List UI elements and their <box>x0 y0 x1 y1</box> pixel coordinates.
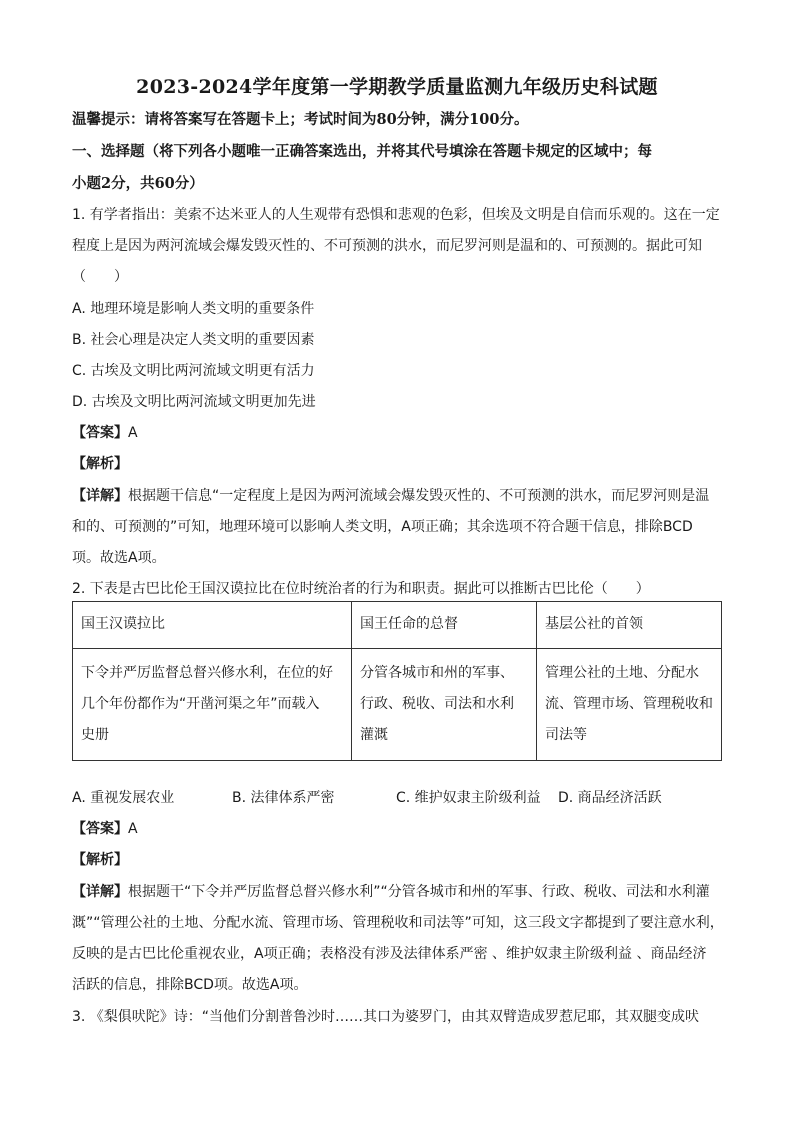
table-header-cell: 基层公社的首领 <box>537 602 722 649</box>
q2-option-c: C. 维护奴隶主阶级利益 <box>396 790 541 806</box>
q1-stem-line3: （ ） <box>72 269 128 285</box>
q1-analysis-tag <box>72 453 128 473</box>
detail-text: 根据题干信息“一定程度上是因为两河流域会爆发毁灭性的、不可预测的洪水，而尼罗河则是温 <box>128 488 710 504</box>
table-cell <box>537 649 722 761</box>
q2-option-a: A. 重视发展农业 <box>72 790 175 806</box>
q2-detail-line3: 反映的是古巴比伦重视农业，A项正确；表格没有涉及法律体系严密 、维护奴隶主阶级利益 、商品经济 <box>72 946 707 962</box>
q1-option-a: A. 地理环境是影响人类文明的重要条件 <box>72 301 315 317</box>
q2-answer <box>72 818 138 838</box>
cell-line: 几个年份都作为“开凿河渠之年”而载入 <box>81 696 320 712</box>
section-heading-line1: 一、选择题（将下列各小题唯一正确答案选出，并将其代号填涂在答题卡规定的区域中；每 <box>72 143 652 160</box>
q1-answer <box>72 422 138 442</box>
q1-option-c: C. 古埃及文明比两河流域文明更有活力 <box>72 363 315 379</box>
cell-line: 分管各城市和州的军事、 <box>360 665 514 681</box>
tip-text: 温馨提示：请将答案写在答题卡上；考试时间为80分钟，满分100分。 <box>72 111 529 128</box>
cell-line: 行政、税收、司法和水利 <box>360 696 514 712</box>
q1-detail-line2: 和的、可预测的”可知，地理环境可以影响人类文明，A项正确；其余选项不符合题干信息，排除BCD <box>72 519 693 535</box>
table-row <box>73 649 722 761</box>
table-header-cell: 国王任命的总督 <box>352 602 537 649</box>
cell-line: 管理公社的土地、分配水 <box>545 665 699 681</box>
q2-stem: 2. 下表是古巴比伦王国汉谟拉比在位时统治者的行为和职责。据此可以推断古巴比伦（ ） <box>72 581 650 597</box>
section-heading-line2: 小题2分，共60分） <box>72 175 204 192</box>
cell-line: 灌溉 <box>360 727 388 743</box>
q2-detail-line1 <box>72 881 710 901</box>
table-header-row <box>73 602 722 649</box>
analysis-tag: 【解析】 <box>72 456 128 472</box>
exam-title: 2023-2024学年度第一学期教学质量监测九年级历史科试题 <box>136 76 658 98</box>
q1-detail-line1 <box>72 485 709 505</box>
answer-tag: 【答案】 <box>72 425 128 441</box>
detail-tag: 【详解】 <box>72 884 128 900</box>
table-cell <box>73 649 352 761</box>
detail-text: 根据题干“下令并严厉监督总督兴修水利”“分管各城市和州的军事、行政、税收、司法和水利灌 <box>128 884 710 900</box>
answer-tag: 【答案】 <box>72 821 128 837</box>
q1-option-d: D. 古埃及文明比两河流域文明更加先进 <box>72 394 316 410</box>
q1-detail-line3: 项。故选A项。 <box>72 550 166 566</box>
q2-detail-line4: 活跃的信息，排除BCD项。故选A项。 <box>72 977 308 993</box>
cell-line: 司法等 <box>545 727 587 743</box>
answer-value: A <box>128 821 138 837</box>
q2-detail-line2: 溉”“管理公社的土地、分配水流、管理市场、管理税收和司法等”可知，这三段文字都提到了要注意水利， <box>72 915 724 931</box>
q1-stem-line2: 程度上是因为两河流域会爆发毁灭性的、不可预测的洪水，而尼罗河则是温和的、可预测的。据此可知 <box>72 238 702 254</box>
answer-value: A <box>128 425 138 441</box>
cell-line: 下令并严厉监督总督兴修水利，在位的好 <box>81 665 333 681</box>
table-header-cell: 国王汉谟拉比 <box>73 602 352 649</box>
q2-table <box>72 601 722 761</box>
analysis-tag: 【解析】 <box>72 852 128 868</box>
q1-option-b: B. 社会心理是决定人类文明的重要因素 <box>72 332 315 348</box>
q2-option-d: D. 商品经济活跃 <box>558 790 662 806</box>
cell-line: 流、管理市场、管理税收和 <box>545 696 713 712</box>
detail-tag: 【详解】 <box>72 488 128 504</box>
q2-option-b: B. 法律体系严密 <box>232 790 335 806</box>
table-cell <box>352 649 537 761</box>
cell-line: 史册 <box>81 727 109 743</box>
q1-stem-line1: 1. 有学者指出：美索不达米亚人的人生观带有恐惧和悲观的色彩，但埃及文明是自信而乐观的。这在一定 <box>72 207 720 223</box>
q2-analysis-tag <box>72 849 128 869</box>
q3-stem-line1: 3. 《梨俱吠陀》诗：“当他们分割普鲁沙时……其口为婆罗门，由其双臂造成罗惹尼耶，其双腿变成吠 <box>72 1009 700 1025</box>
